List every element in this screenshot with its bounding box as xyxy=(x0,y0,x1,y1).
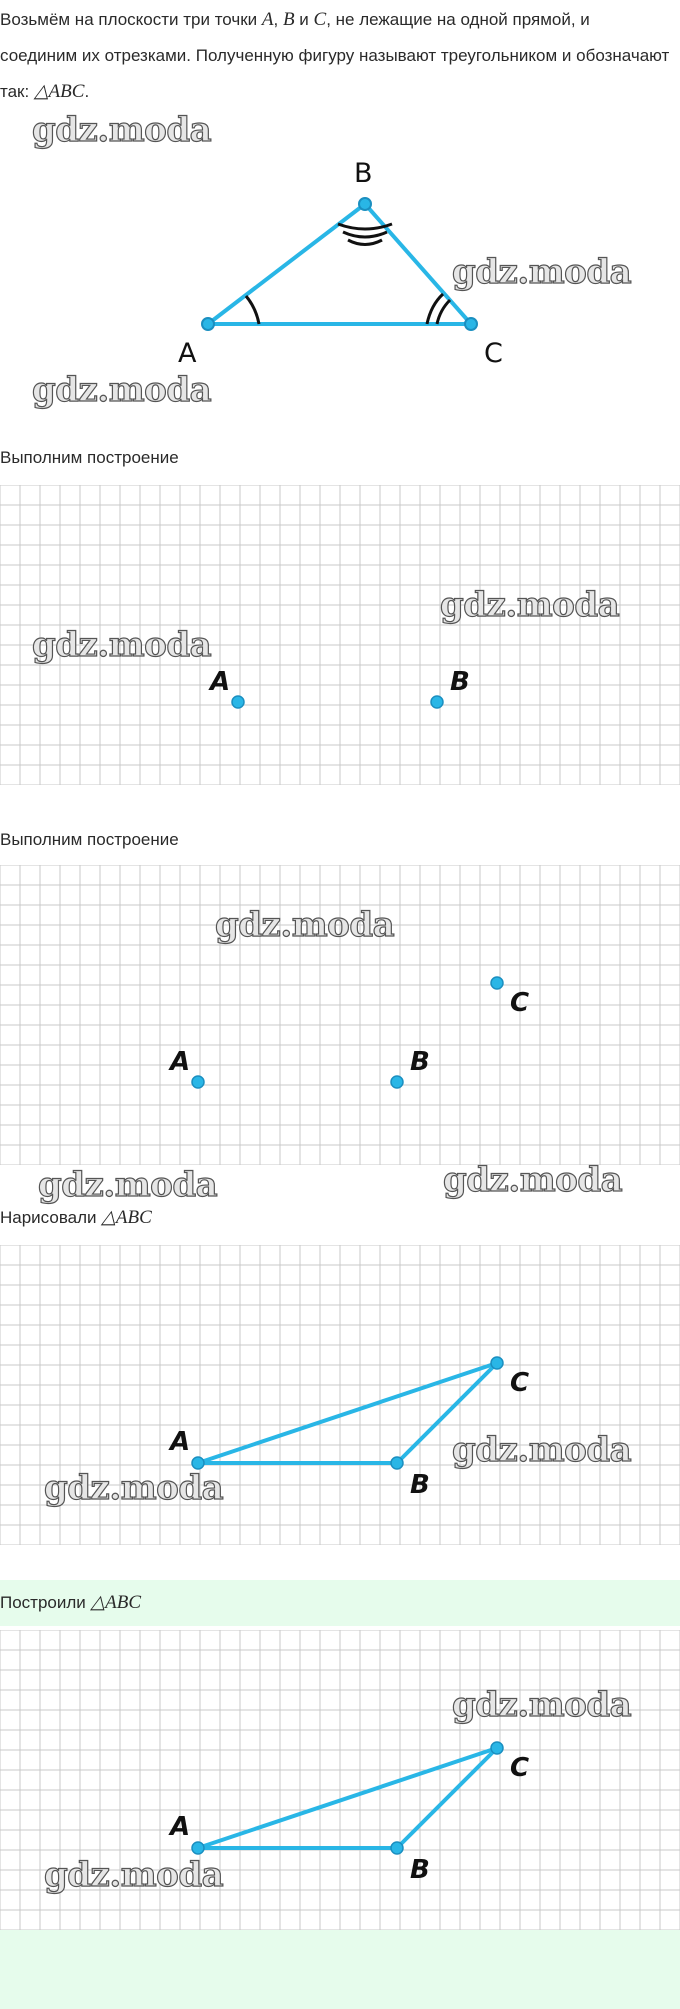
watermark: gdz.moda xyxy=(452,252,632,292)
step1-point-a xyxy=(232,696,244,708)
watermark: gdz.moda xyxy=(452,1685,632,1725)
step1-label-a: A xyxy=(210,667,231,697)
intro-text-1: Возьмём на плоскости три точки xyxy=(0,10,262,29)
label-b: B xyxy=(354,158,373,189)
step3-label-a: A xyxy=(170,1427,191,1457)
vertex-a xyxy=(202,318,214,330)
watermark: gdz.moda xyxy=(443,1160,623,1200)
label-c: C xyxy=(484,338,503,369)
watermark: gdz.moda xyxy=(440,585,620,625)
step2-label-a: A xyxy=(170,1047,191,1077)
step2-caption: Выполним построение xyxy=(0,830,179,849)
point-a-label: A xyxy=(261,9,274,30)
step2-point-c xyxy=(491,977,503,989)
watermark: gdz.moda xyxy=(215,905,395,945)
watermark: gdz.moda xyxy=(44,1468,224,1508)
angle-a-arc xyxy=(246,296,259,324)
step4-label-c: C xyxy=(510,1753,530,1783)
step4-point-b xyxy=(391,1842,403,1854)
step4-caption xyxy=(0,1591,141,1614)
vertex-c xyxy=(465,318,477,330)
triangle-notation: △ABC xyxy=(33,81,85,102)
step1-label-b: B xyxy=(450,667,470,697)
label-a: A xyxy=(178,338,197,369)
intro-period: . xyxy=(84,82,90,101)
step4-label-a: A xyxy=(170,1812,191,1842)
watermark: gdz.moda xyxy=(32,625,212,665)
step4-bottom-box xyxy=(0,1930,680,2009)
watermark: gdz.moda xyxy=(32,110,212,150)
watermark: gdz.moda xyxy=(452,1430,632,1470)
step2-point-a xyxy=(192,1076,204,1088)
point-b-label: B xyxy=(282,9,295,30)
step2-point-b xyxy=(391,1076,403,1088)
step4-caption-text: Построили xyxy=(0,1593,91,1612)
step3-point-c xyxy=(491,1357,503,1369)
step3-caption-text: Нарисовали xyxy=(0,1208,102,1227)
step3-label-c: C xyxy=(510,1368,530,1398)
watermark: gdz.moda xyxy=(32,370,212,410)
step2-label-c: C xyxy=(510,988,530,1018)
step3-point-b xyxy=(391,1457,403,1469)
step1-point-b xyxy=(431,696,443,708)
step4-point-a xyxy=(192,1842,204,1854)
vertex-b xyxy=(359,198,371,210)
step3-caption xyxy=(0,1206,152,1229)
intro-comma: , xyxy=(273,10,283,29)
point-c-label: C xyxy=(313,9,327,30)
step4-caption-math: △ABC xyxy=(90,1592,142,1613)
watermark: gdz.moda xyxy=(44,1855,224,1895)
step3-label-b: B xyxy=(410,1470,430,1500)
intro-paragraph xyxy=(0,2,670,110)
angle-c-arc xyxy=(427,294,443,324)
step3-caption-math: △ABC xyxy=(101,1207,152,1228)
step2-label-b: B xyxy=(410,1047,430,1077)
step4-point-c xyxy=(491,1742,503,1754)
watermark: gdz.moda xyxy=(38,1165,218,1205)
step4-label-b: B xyxy=(410,1855,430,1885)
step1-caption: Выполним построение xyxy=(0,448,179,467)
intro-text-2: , не лежащие на одной прямой, и соединим их отрезками. Полученную фигуру называют треугольником и обозначают так: xyxy=(0,10,670,101)
intro-and: и xyxy=(294,10,314,29)
